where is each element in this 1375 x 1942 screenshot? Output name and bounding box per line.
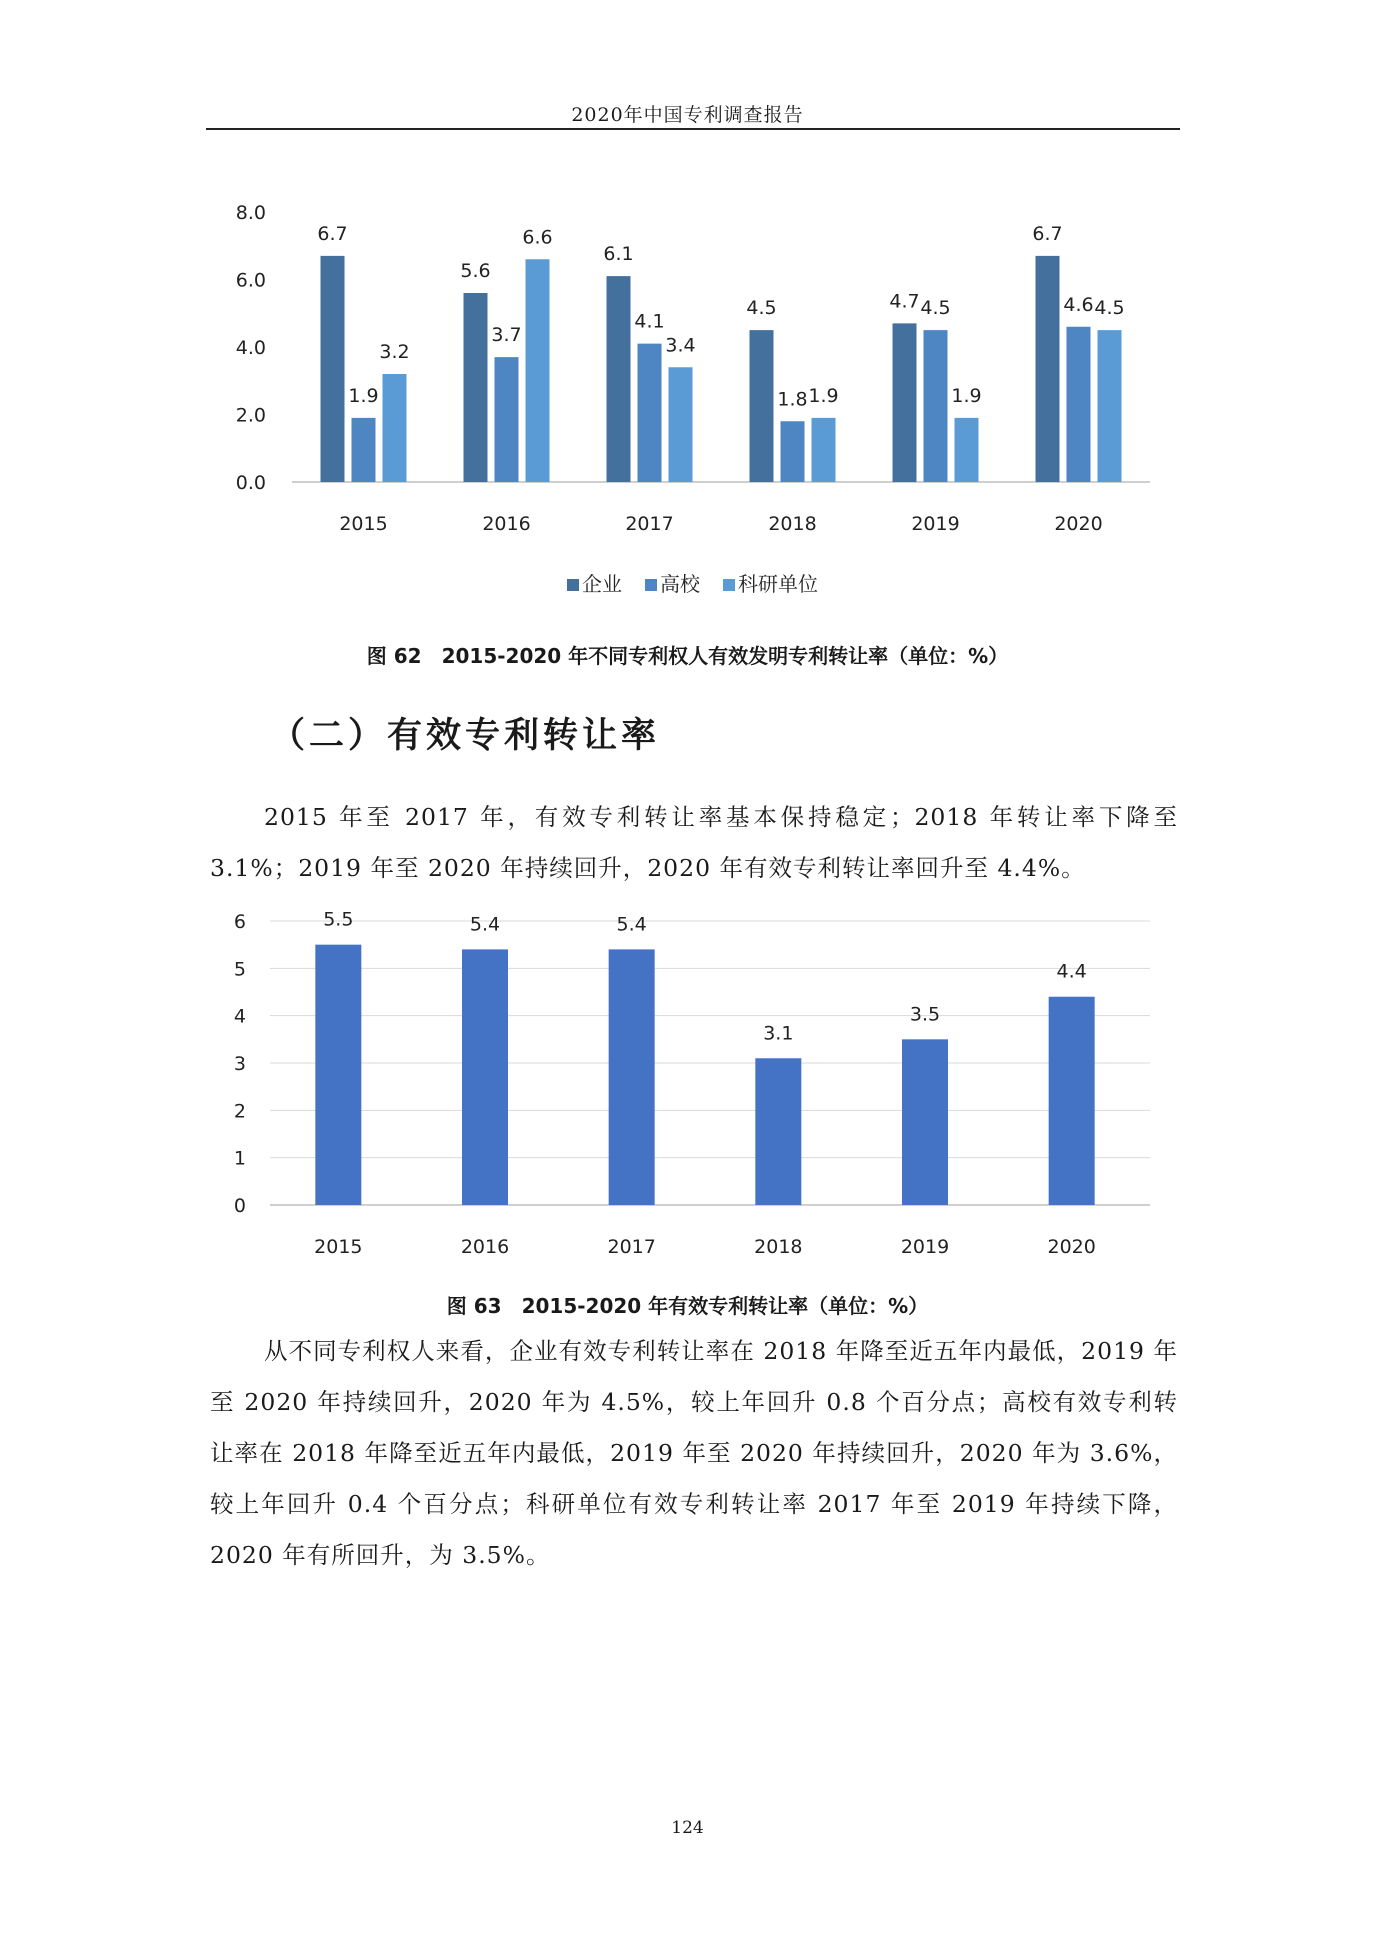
data-label: 5.6: [460, 260, 491, 282]
bar: [607, 276, 631, 482]
bar: [526, 259, 550, 482]
data-label: 4.4: [1056, 960, 1087, 983]
figure-63-caption: 图 63 2015-2020 年有效专利转让率（单位：%）: [446, 1294, 929, 1318]
data-label: 5.4: [469, 913, 501, 936]
bar: [669, 367, 693, 482]
bar: [464, 293, 488, 482]
bar: [321, 256, 345, 482]
data-label: 6.7: [317, 222, 348, 245]
x-tick-label: 2016: [460, 1236, 510, 1258]
bar: [1049, 997, 1095, 1205]
bar: [955, 418, 979, 482]
bar: [893, 323, 917, 482]
running-header: 2020年中国专利调查报告: [571, 104, 804, 126]
data-label: 3.5: [909, 1003, 941, 1026]
data-label: 6.7: [1032, 222, 1063, 245]
y-tick-label: 2.0: [235, 404, 266, 427]
x-tick-label: 2018: [768, 513, 817, 535]
bar: [315, 945, 361, 1205]
data-label: 4.5: [1094, 297, 1125, 320]
data-label: 5.5: [323, 908, 354, 931]
data-label: 5.4: [616, 913, 647, 936]
data-label: 6.1: [603, 243, 634, 266]
paragraph-1: 2015 年至 2017 年，有效专利转让率基本保持稳定；2018 年转让率下降至 3.1%；2019 年至 2020 年持续回升，2020 年有效专利转让率回升至 4.4%。: [210, 803, 1178, 882]
data-label: 3.7: [491, 324, 522, 347]
bar: [1067, 327, 1091, 482]
data-label: 3.2: [379, 341, 410, 363]
x-tick-label: 2020: [1047, 1236, 1096, 1258]
data-label: 3.4: [665, 334, 696, 357]
bar: [1098, 330, 1122, 482]
legend-swatch: [645, 579, 657, 591]
bar: [755, 1058, 801, 1205]
x-tick-label: 2015: [314, 1236, 363, 1258]
bar: [609, 949, 655, 1205]
y-tick-label: 8.0: [235, 202, 266, 224]
y-tick-label: 6.0: [235, 269, 266, 292]
data-label: 1.9: [348, 384, 379, 407]
bar: [383, 374, 407, 482]
data-label: 4.7: [889, 290, 920, 313]
y-tick-label: 0.0: [235, 472, 266, 494]
bar: [924, 330, 948, 482]
data-label: 1.9: [808, 384, 839, 407]
x-tick-label: 2015: [339, 513, 388, 535]
legend-label: 高校: [660, 572, 700, 596]
legend-swatch: [723, 579, 735, 591]
y-tick-label: 2: [233, 1100, 246, 1123]
y-tick-label: 4.0: [235, 337, 266, 359]
x-tick-label: 2016: [482, 513, 531, 535]
bar: [352, 418, 376, 482]
data-label: 1.8: [777, 388, 808, 411]
bar: [781, 421, 805, 482]
x-tick-label: 2019: [911, 513, 960, 535]
paragraph-2: 从不同专利权人来看，企业有效专利转让率在 2018 年降至近五年内最低，2019 年至 2020 年持续回升，2020 年为 4.5%，较上年回升 0.8 个百分点；高校有效专利转让率在 2018 年降至近五年内最低，2019 年至 2020 年持续回升，2020 年为 3.6%，较上年回升 0.4 个百分点；科研单位有效专利转让率 2017 年至 2019 年持续下降，2020 年有所回升，为 3.5%。: [210, 1337, 1178, 1569]
bar: [495, 357, 519, 482]
data-label: 6.6: [522, 226, 553, 249]
x-tick-label: 2019: [900, 1236, 950, 1258]
x-tick-label: 2020: [1054, 513, 1103, 535]
y-tick-label: 3: [233, 1053, 246, 1075]
bar: [750, 330, 774, 482]
figure-62-caption: 图 62 2015-2020 年不同专利权人有效发明专利转让率（单位：%）: [366, 644, 1009, 668]
bar: [902, 1039, 948, 1205]
y-tick-label: 0: [233, 1195, 246, 1217]
bar: [638, 344, 662, 482]
legend-label: 企业: [582, 572, 622, 596]
y-tick-label: 4: [233, 1005, 246, 1028]
data-label: 4.5: [746, 297, 777, 320]
y-tick-label: 5: [233, 958, 246, 981]
page-number: 124: [671, 1818, 704, 1838]
data-label: 4.1: [634, 310, 665, 333]
legend-label: 科研单位: [738, 572, 818, 596]
x-tick-label: 2017: [625, 513, 674, 535]
section-heading: （二）有效专利转让率: [270, 716, 661, 756]
chart-63: [0, 895, 1375, 1258]
bar: [812, 418, 836, 482]
data-label: 3.1: [763, 1022, 794, 1045]
x-tick-label: 2017: [607, 1236, 656, 1258]
data-label: 1.9: [951, 384, 982, 407]
chart-62: [0, 190, 1375, 610]
data-label: 4.6: [1063, 293, 1094, 316]
header-rule: [206, 128, 1180, 130]
bar: [1036, 256, 1060, 482]
y-tick-label: 1: [233, 1147, 246, 1170]
y-tick-label: 6: [233, 911, 246, 933]
legend-swatch: [567, 579, 579, 591]
data-label: 4.5: [920, 297, 951, 320]
bar: [462, 949, 508, 1205]
x-tick-label: 2018: [754, 1236, 803, 1258]
